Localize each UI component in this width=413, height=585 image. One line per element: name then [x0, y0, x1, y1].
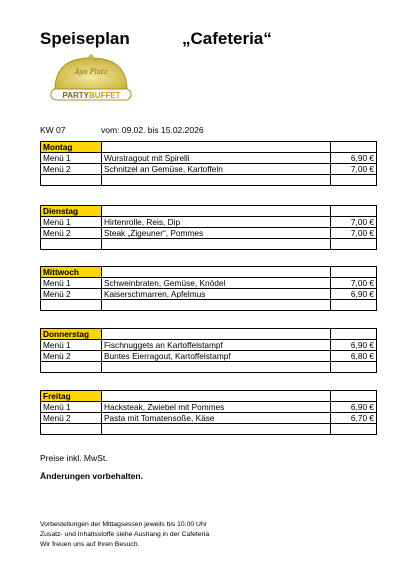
dish: Steak „Zigeuner“, Pommes	[101, 228, 331, 239]
day-name: Montag	[41, 142, 102, 153]
dish: Pasta mit Tomatensoße, Käse	[101, 413, 331, 424]
menu-row	[41, 340, 377, 351]
menu-row	[41, 228, 377, 239]
footer-line: Zusatz- und Inhaltsstoffe siehe Aushang in der Cafeteria	[40, 531, 210, 538]
logo-word-buffet: BUFFET	[89, 91, 121, 100]
price: 6,90 €	[331, 289, 377, 300]
menu-row	[41, 289, 377, 300]
dish: Hacksteak, Zwiebel mit Pommes	[101, 402, 331, 413]
day-name: Donnerstag	[41, 329, 102, 340]
footer-line: Vorbestellungen der Mittagsessen jeweils bis 10.00 Uhr	[40, 521, 207, 528]
price-note: Preise inkl. MwSt.	[40, 453, 108, 463]
page-title: Speiseplan	[40, 29, 130, 48]
price: 7,00 €	[331, 217, 377, 228]
changes-note: Änderungen vorbehalten.	[40, 471, 143, 481]
price: 6,80 €	[331, 351, 377, 362]
week-range: vom: 09.02. bis 15.02.2026	[101, 125, 204, 135]
menu-label: Menü 2	[41, 289, 102, 300]
price: 6,90 €	[331, 402, 377, 413]
menu-label: Menü 1	[41, 153, 102, 164]
dish: Schweinbraten, Gemüse, Knödel	[101, 278, 331, 289]
price: 7,00 €	[331, 228, 377, 239]
menu-label: Menü 1	[41, 340, 102, 351]
day-name: Freitag	[41, 391, 102, 402]
dish: Schnitzel an Gemüse, Kartoffeln	[101, 164, 331, 175]
footer-notes	[40, 520, 209, 550]
page-subtitle: „Cafeteria“	[182, 29, 272, 48]
dish: Wurstragout mit Spirelli	[101, 153, 331, 164]
day-name: Dienstag	[41, 206, 102, 217]
party-buffet-logo	[47, 54, 135, 106]
day-table-donnerstag	[40, 328, 377, 373]
menu-row	[41, 351, 377, 362]
dish: Fischnuggets an Kartoffelstampf	[101, 340, 331, 351]
menu-row	[41, 413, 377, 424]
day-table-mittwoch	[40, 266, 377, 311]
menu-row	[41, 402, 377, 413]
menu-label: Menü 2	[41, 413, 102, 424]
week-number: KW 07	[40, 125, 66, 135]
menu-label: Menü 1	[41, 402, 102, 413]
dish: Hirtenrolle, Reis, Dip	[101, 217, 331, 228]
day-table-montag	[40, 141, 377, 186]
price: 6,70 €	[331, 413, 377, 424]
menu-label: Menü 1	[41, 217, 102, 228]
menu-row	[41, 153, 377, 164]
price: 7,00 €	[331, 164, 377, 175]
menu-row	[41, 164, 377, 175]
dish: Buntes Eierragout, Kartoffelstampf	[101, 351, 331, 362]
menu-label: Menü 2	[41, 351, 102, 362]
price: 7,00 €	[331, 278, 377, 289]
day-table-freitag	[40, 390, 377, 435]
menu-row	[41, 278, 377, 289]
menu-label: Menü 2	[41, 164, 102, 175]
price: 6,90 €	[331, 153, 377, 164]
menu-label: Menü 2	[41, 228, 102, 239]
price: 6,90 €	[331, 340, 377, 351]
day-table-dienstag	[40, 205, 377, 250]
logo-word-party: PARTY	[62, 91, 89, 100]
menu-row	[41, 217, 377, 228]
day-name: Mittwoch	[41, 267, 102, 278]
logo-script-text: Aya Platz	[74, 68, 108, 76]
footer-line: Wir freuen uns auf Ihren Besuch.	[40, 541, 140, 548]
dish: Kaiserschmarren, Apfelmus	[101, 289, 331, 300]
menu-label: Menü 1	[41, 278, 102, 289]
